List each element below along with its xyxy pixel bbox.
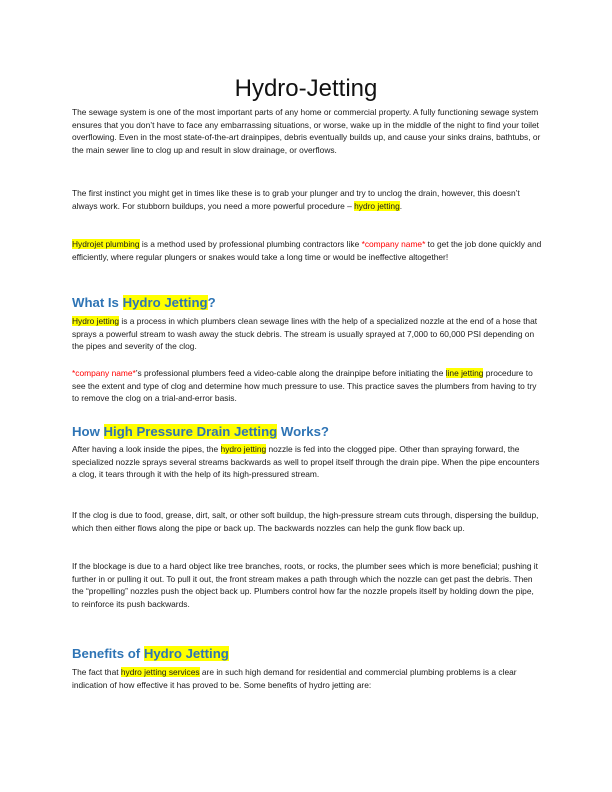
text-run: After having a look inside the pipes, the xyxy=(72,444,221,454)
highlighted-keyword: Hydro Jetting xyxy=(143,646,229,661)
company-name-placeholder: *company name* xyxy=(72,368,136,378)
paragraph-process xyxy=(72,315,542,353)
text-run: ’s professional plumbers feed a video-cable along the drainpipe before initiating the xyxy=(135,368,446,378)
paragraph-video-cable xyxy=(72,367,542,405)
highlighted-keyword: Hydrojet plumbing xyxy=(72,239,140,249)
text-run: are in such high demand for residential and commercial plumbing problems is a clear indication of how effective it has proved to be. Some benefits of hydro jetting are: xyxy=(72,667,517,690)
paragraph-hydrojet-plumbing xyxy=(72,238,542,263)
heading-text: ? xyxy=(207,295,216,310)
heading-text: Works? xyxy=(277,424,329,439)
heading-benefits xyxy=(72,645,542,663)
highlighted-keyword: hydro jetting xyxy=(354,200,400,211)
highlighted-keyword: Hydro Jetting xyxy=(122,295,208,310)
page-title: Hydro-Jetting xyxy=(234,75,378,102)
text-run: is a process in which plumbers clean sewage lines with the help of a specialized nozzle at the end of a hose that sprays a powerful stream to wash away the stuck debris. The stream is usually sprayed at 7,000 to 60,000 PSI depending on the pipes and severity of the clog. xyxy=(72,316,538,352)
company-name-placeholder: *company name* xyxy=(361,239,426,249)
intro-paragraph: The sewage system is one of the most important parts of any home or commercial property. A fully functioning sewage system ensures that you don’t have to face any embarrassing situations, or worse, wake up in the middle of the night to find your toilet overflowing. Even in the most state-of-the-art drainpipes, debris eventually builds up, and cause your sinks drains, bathtubs, or the main sewer line to clog up and result in slow drainage, or overflows. xyxy=(72,107,541,155)
highlighted-keyword: High Pressure Drain Jetting xyxy=(103,424,278,439)
heading-text: How xyxy=(72,424,104,439)
heading-what-is-hydro-jetting xyxy=(72,294,542,312)
heading-how-it-works xyxy=(72,423,542,441)
text-run: procedure to see the extent and type of clog and determine how much pressure to use. This practice saves the plumbers from having to try to remove the clog on a trial-and-error basis. xyxy=(72,368,537,404)
paragraph-soft-buildup: If the clog is due to food, grease, dirt, salt, or other soft buildup, the high-pressure stream cuts through, dispersing the buildup, which then either flows along the pipe or back up. The backwards nozzles can help the gunk flow back up. xyxy=(72,510,539,533)
highlighted-keyword: Hydro jetting xyxy=(72,316,120,326)
text-run: nozzle is fed into the clogged pipe. Other than spraying forward, the specialized nozzle sprays several streams backwards as well to propel itself through the drain pipe. When the pipe encounters a clog, it tears through it with the help of its high-pressured stream. xyxy=(72,444,540,480)
text-run: to get the job done quickly and efficiently, where regular plungers or snakes would take a long time or would be ineffective altogether! xyxy=(72,239,542,262)
heading-text: Benefits of xyxy=(72,646,144,661)
text-run: The fact that xyxy=(72,667,121,677)
text-run: The first instinct you might get in times like these is to grab your plunger and try to unclog the drain, however, this doesn’t always work. For stubborn buildups, you need a more powerful procedure – xyxy=(72,188,520,211)
text-run: . xyxy=(399,200,403,211)
text-run: is a method used by professional plumbing contractors like xyxy=(139,239,362,249)
heading-text: What Is xyxy=(72,295,123,310)
highlighted-keyword: hydro jetting services xyxy=(120,667,200,677)
paragraph-plunger xyxy=(72,187,542,212)
highlighted-keyword: line jetting xyxy=(445,368,484,378)
paragraph-nozzle xyxy=(72,443,542,481)
paragraph-hard-object: If the blockage is due to a hard object like tree branches, roots, or rocks, the plumber sees which is more beneficial; pushing it further in or pulling it out. To pull it out, the front stream makes a path through which the nozzle can get past the debris. Then the “propelling” nozzles push the object back up. Plumbers control how far the nozzle propels itself by holding down the pipe, to reinforce its push backwards. xyxy=(72,561,538,609)
paragraph-benefits-intro xyxy=(72,666,542,691)
highlighted-keyword: hydro jetting xyxy=(220,444,267,454)
